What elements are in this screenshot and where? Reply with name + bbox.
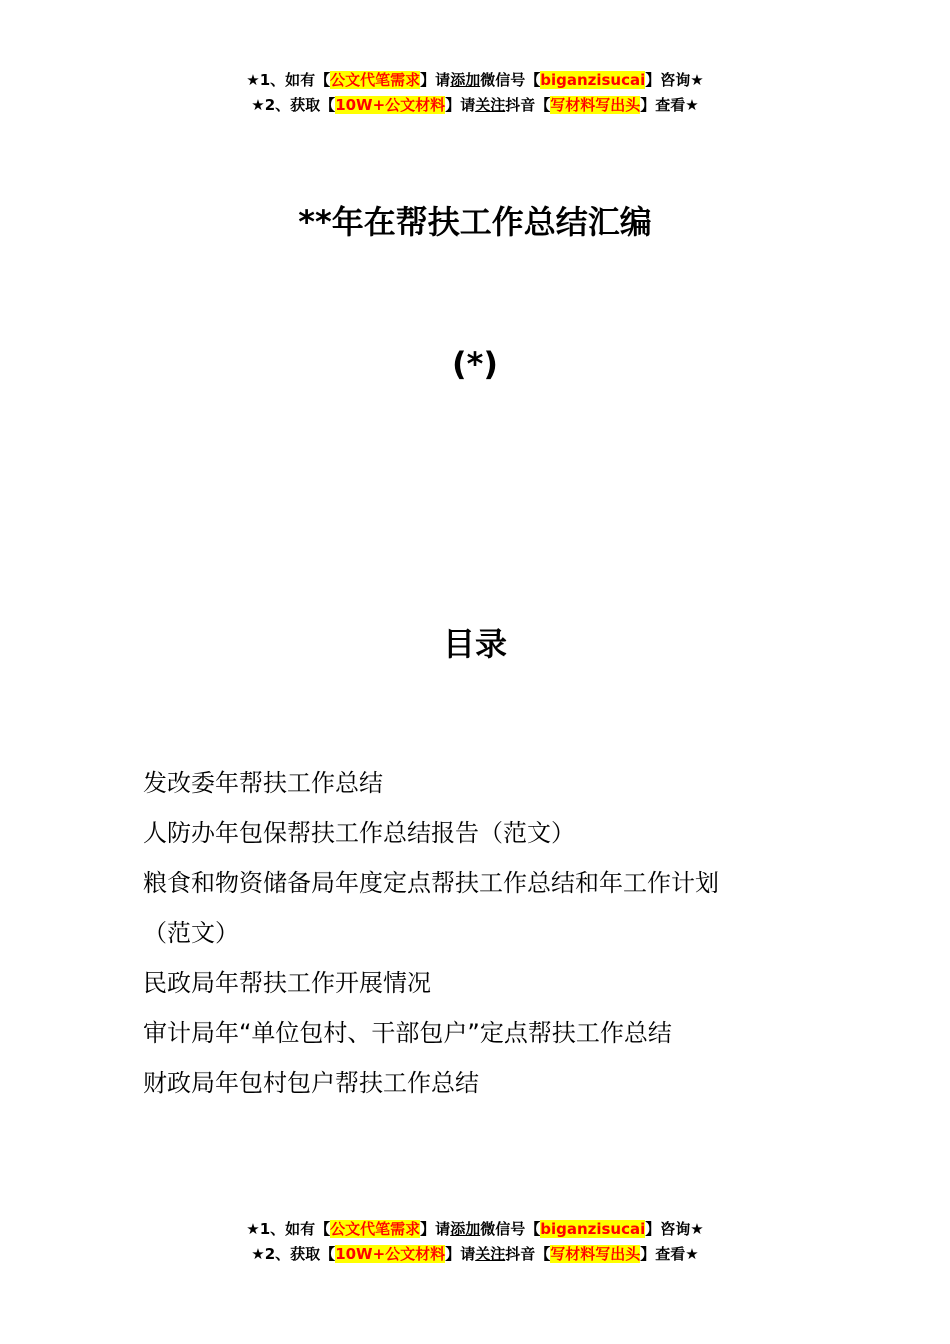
top-banner <box>0 68 950 118</box>
banner-line-1-suffix: 】咨询★ <box>645 1220 704 1238</box>
banner-line-2-suffix: 】查看★ <box>640 1245 699 1263</box>
banner-line-2-mid2: 抖音【 <box>505 1245 551 1263</box>
banner-line-2-underlined: 关注 <box>475 1245 506 1263</box>
toc-item: 粮食和物资储备局年度定点帮扶工作总结和年工作计划 <box>143 869 719 897</box>
banner-line-1 <box>0 68 950 93</box>
toc-item: 发改委年帮扶工作总结 <box>143 769 383 797</box>
toc-item: 审计局年“单位包村、干部包户”定点帮扶工作总结 <box>143 1019 672 1047</box>
banner-line-1-mid2: 微信号【 <box>480 1220 541 1238</box>
toc-heading: 目录 <box>442 625 507 663</box>
banner-line-2-highlight-materials: 10W+公文材料 <box>335 96 446 114</box>
banner-line-2-highlight-materials: 10W+公文材料 <box>335 1245 446 1263</box>
toc-item: 民政局年帮扶工作开展情况 <box>143 969 431 997</box>
banner-line-1-prefix: ★1、如有【 <box>246 1220 331 1238</box>
banner-line-1-underlined: 添加 <box>450 1220 481 1238</box>
banner-line-2-mid: 】请 <box>445 1245 476 1263</box>
banner-line-2-suffix: 】查看★ <box>640 96 699 114</box>
document-subtitle: (*) <box>452 345 498 383</box>
table-of-contents <box>143 758 813 1108</box>
banner-line-1-highlight-wechat: biganzisucai <box>540 1220 646 1238</box>
banner-line-1-highlight-service: 公文代笔需求 <box>330 71 421 89</box>
banner-line-2-mid2: 抖音【 <box>505 96 551 114</box>
banner-line-1-suffix: 】咨询★ <box>645 71 704 89</box>
banner-line-2-highlight-douyin: 写材料写出头 <box>550 96 641 114</box>
banner-line-1-highlight-service: 公文代笔需求 <box>330 1220 421 1238</box>
banner-line-2-prefix: ★2、获取【 <box>251 96 336 114</box>
banner-line-2-prefix: ★2、获取【 <box>251 1245 336 1263</box>
toc-item: 财政局年包村包户帮扶工作总结 <box>143 1069 479 1097</box>
banner-line-1-mid: 】请 <box>420 71 451 89</box>
banner-line-1-mid: 】请 <box>420 1220 451 1238</box>
banner-line-1 <box>0 1217 950 1242</box>
banner-line-1-highlight-wechat: biganzisucai <box>540 71 646 89</box>
banner-line-1-mid2: 微信号【 <box>480 71 541 89</box>
document-title: **年在帮扶工作总结汇编 <box>298 203 652 241</box>
banner-line-2-mid: 】请 <box>445 96 476 114</box>
bottom-banner <box>0 1217 950 1267</box>
toc-item: （范文） <box>143 919 239 947</box>
banner-line-2 <box>0 93 950 118</box>
banner-line-1-prefix: ★1、如有【 <box>246 71 331 89</box>
banner-line-1-underlined: 添加 <box>450 71 481 89</box>
banner-line-2-underlined: 关注 <box>475 96 506 114</box>
banner-line-2 <box>0 1242 950 1267</box>
banner-line-2-highlight-douyin: 写材料写出头 <box>550 1245 641 1263</box>
toc-item: 人防办年包保帮扶工作总结报告（范文） <box>143 819 575 847</box>
